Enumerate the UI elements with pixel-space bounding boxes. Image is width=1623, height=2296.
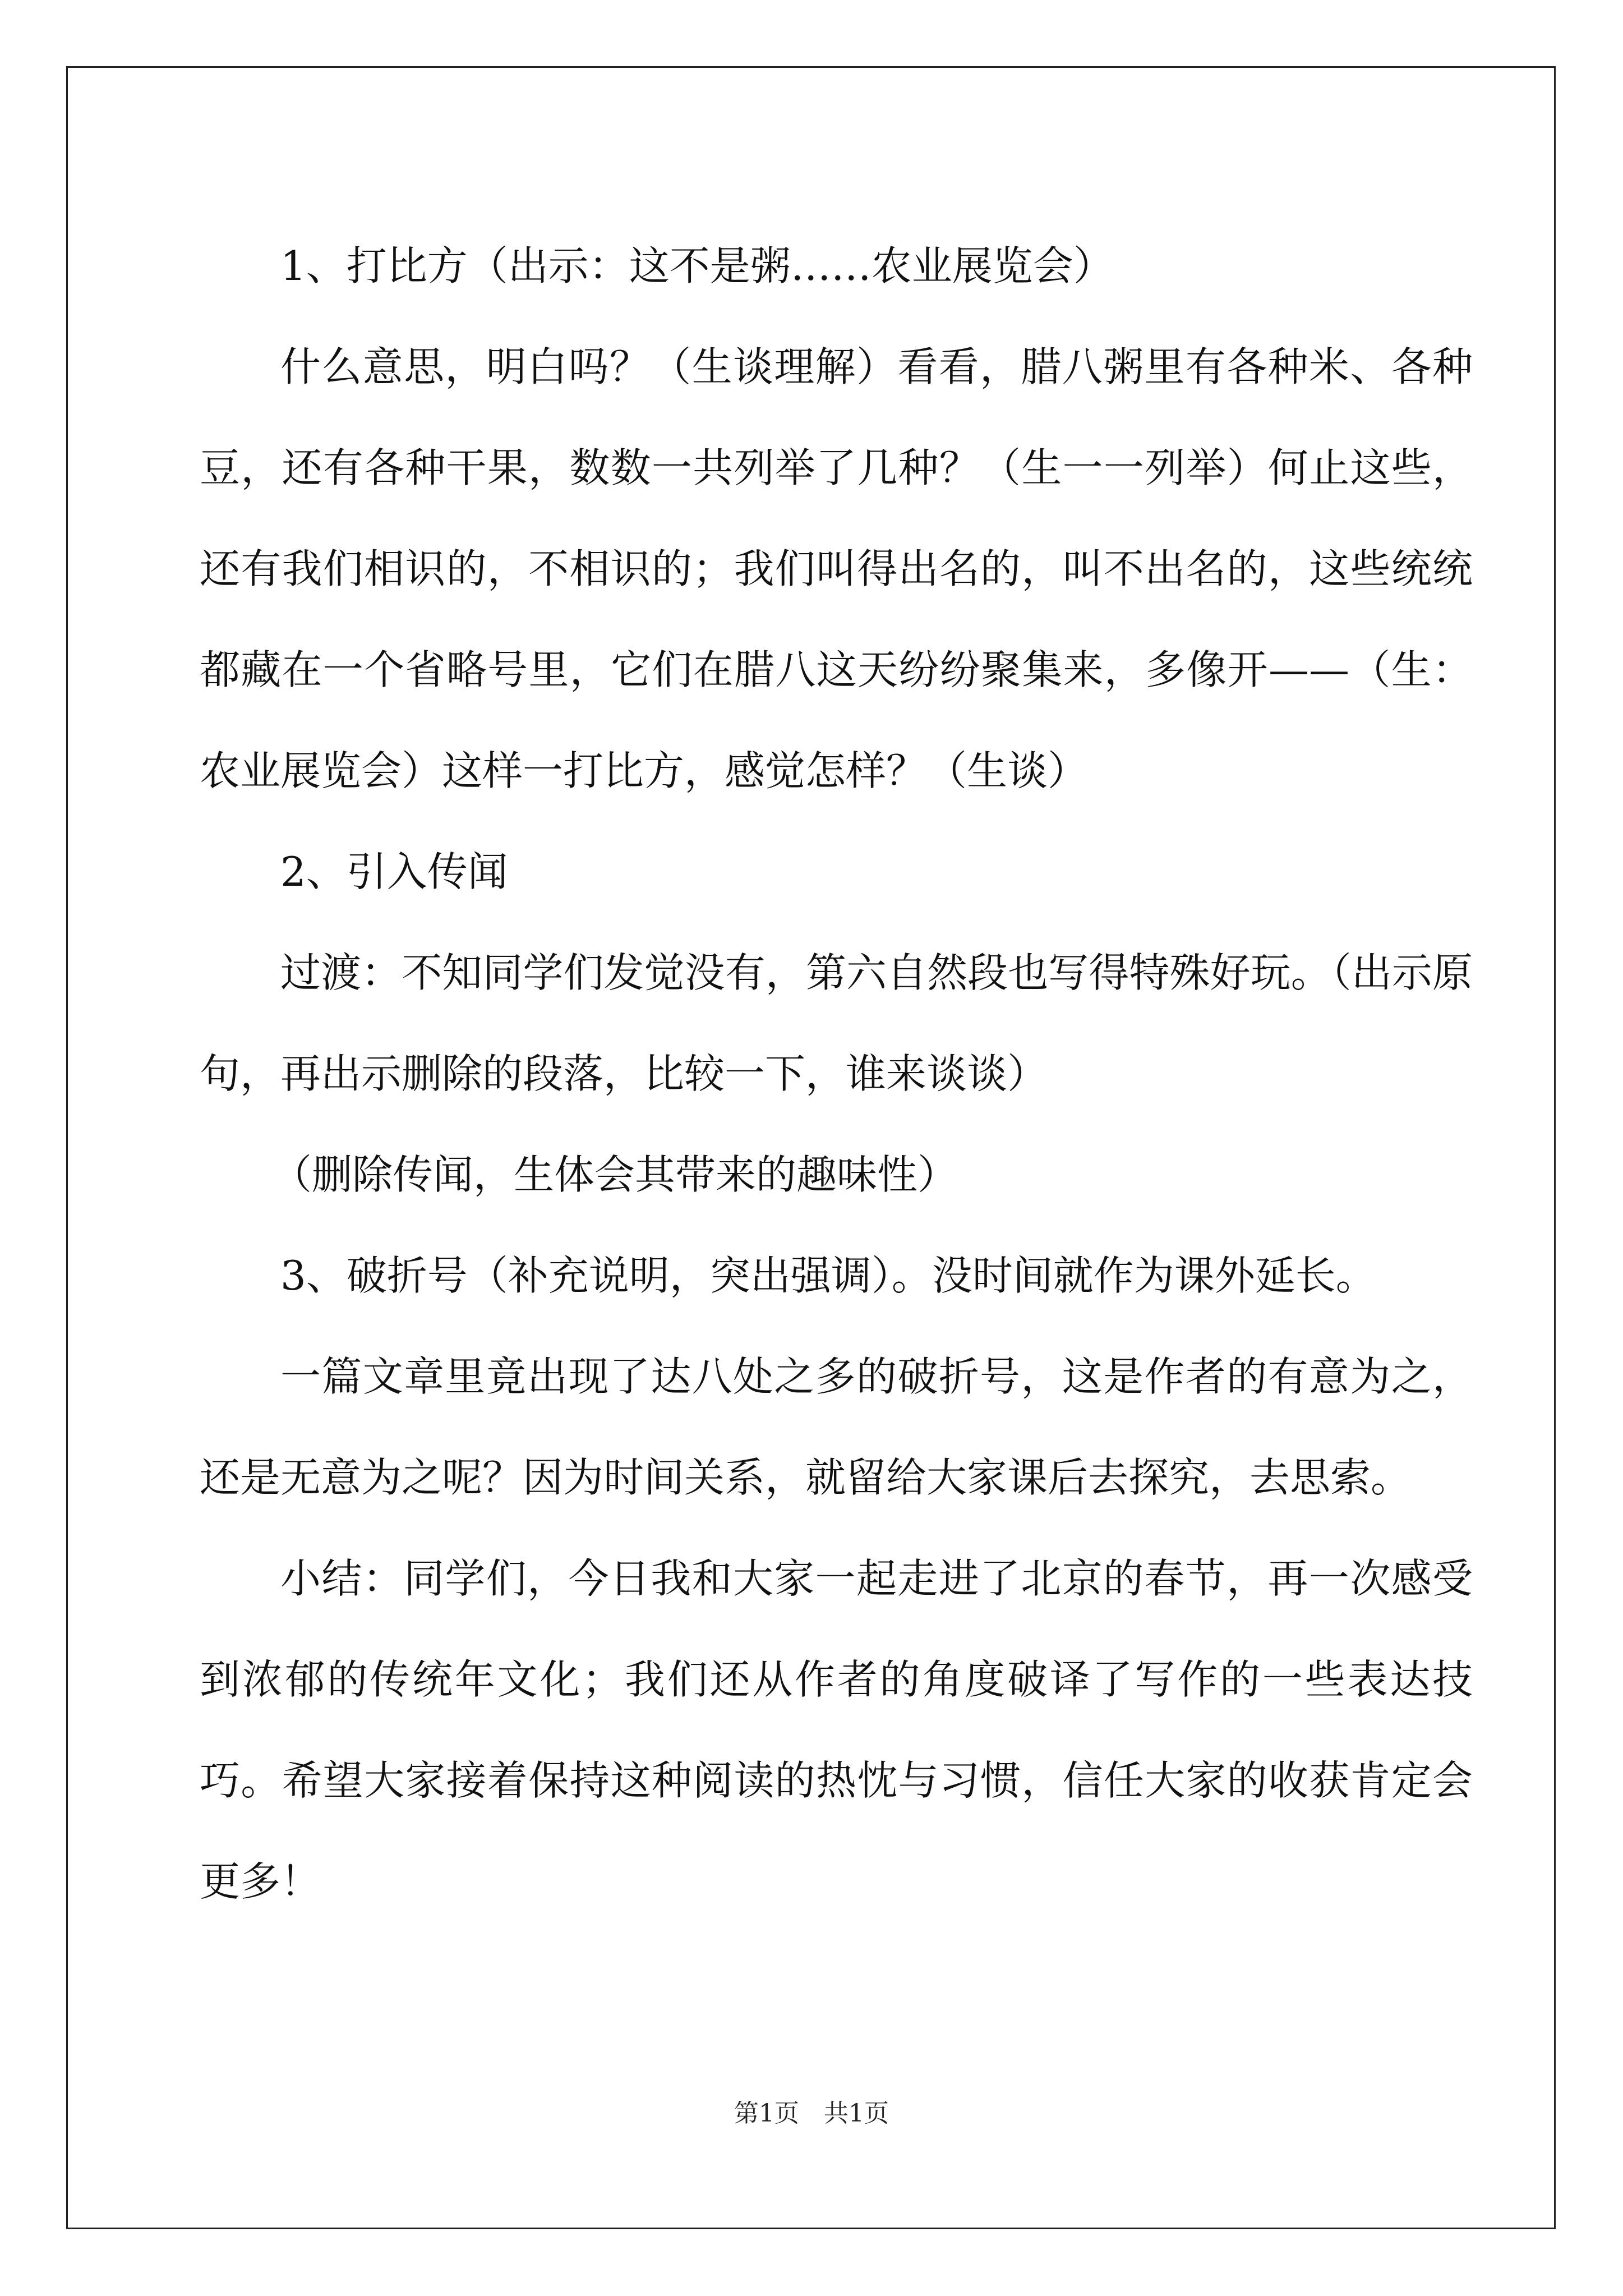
paragraph-summary: 小结：同学们，今日我和大家一起走进了北京的春节，再一次感受到浓郁的传统年文化；我们还从作者的角度破译了写作的一些表达技巧。希望大家接着保持这种阅读的热忱与习惯，信任大家的收获肯定会更多！ (200, 1555, 1473, 1905)
page-number-footer: 第1页 共1页 (734, 2099, 889, 2128)
paragraph-dash-discussion: 一篇文章里竟出现了达八处之多的破折号，这是作者的有意为之，还是无意为之呢？因为时间关系，就留给大家课后去探究，去思索。 (200, 1353, 1473, 1501)
paragraph-transition: 过渡：不知同学们发觉没有，第六自然段也写得特殊好玩。（出示原句，再出示删除的段落，比较一下，谁来谈谈） (200, 949, 1473, 1097)
paragraph-legend-heading: 2、引入传闻 (280, 848, 508, 895)
document-body (200, 215, 1473, 1932)
paragraph-analogy-discussion: 什么意思，明白吗？（生谈理解）看看，腊八粥里有各种米、各种豆，还有各种干果，数数一共列举了几种？（生一一列举）何止这些，还有我们相识的，不相识的；我们叫得出名的，叫不出名的，这些统统都藏在一个省略号里，它们在腊八这天纷纷聚集来，多像开——（生：农业展览会）这样一打比方，感觉怎样？（生谈） (200, 343, 1473, 794)
paragraph-dash-heading: 3、破折号（补充说明，突出强调）。没时间就作为课外延长。 (280, 1252, 1376, 1299)
paragraph-analogy-heading: 1、打比方（出示：这不是粥……农业展览会） (280, 242, 1114, 289)
paragraph-delete-legend: （删除传闻，生体会其带来的趣味性） (271, 1151, 958, 1198)
